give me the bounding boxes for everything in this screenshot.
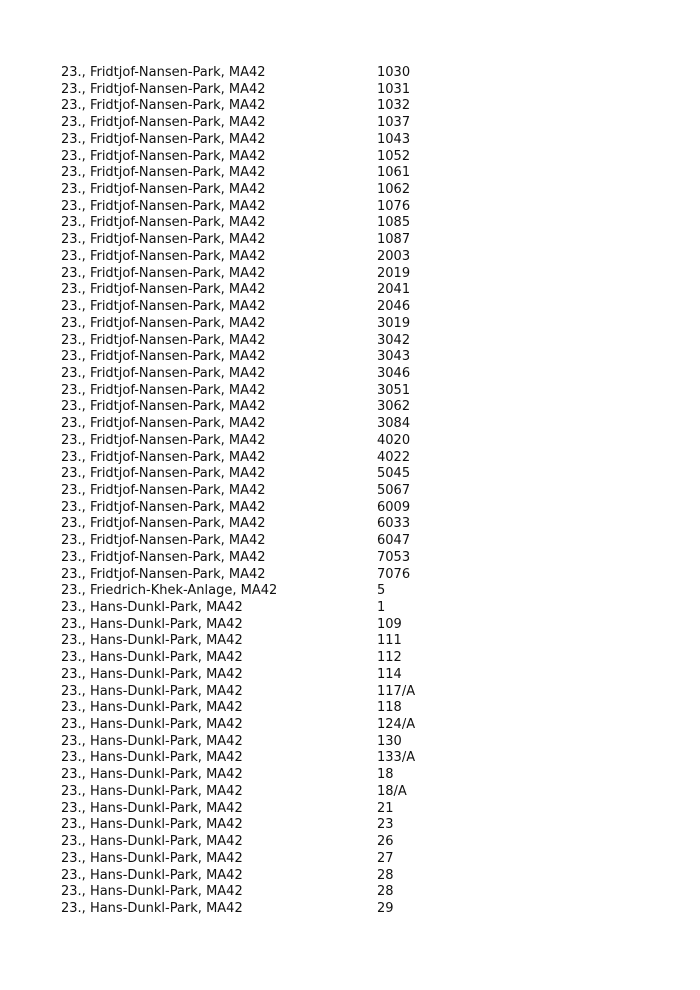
number-cell: 124/A: [377, 717, 416, 733]
location-cell: 23., Fridtjof-Nansen-Park, MA42: [61, 516, 266, 532]
number-cell: 3046: [377, 365, 411, 381]
number-cell: 7076: [377, 566, 411, 582]
table-row: [61, 433, 661, 450]
table-row: [61, 884, 661, 901]
location-cell: 23., Fridtjof-Nansen-Park, MA42: [61, 365, 266, 381]
location-cell: 23., Fridtjof-Nansen-Park, MA42: [61, 165, 266, 181]
location-cell: 23., Fridtjof-Nansen-Park, MA42: [61, 399, 266, 415]
location-cell: 23., Fridtjof-Nansen-Park, MA42: [61, 533, 266, 549]
location-cell: 23., Fridtjof-Nansen-Park, MA42: [61, 215, 266, 231]
table-row: [61, 316, 661, 333]
location-cell: 23., Fridtjof-Nansen-Park, MA42: [61, 115, 266, 131]
table-row: [61, 149, 661, 166]
number-cell: 21: [377, 800, 394, 816]
number-cell: 3051: [377, 382, 411, 398]
location-cell: 23., Hans-Dunkl-Park, MA42: [61, 800, 243, 816]
location-cell: 23., Hans-Dunkl-Park, MA42: [61, 867, 243, 883]
table-row: [61, 567, 661, 584]
number-cell: 18/A: [377, 783, 407, 799]
table-row: [61, 132, 661, 149]
table-row: [61, 817, 661, 834]
table-row: [61, 650, 661, 667]
location-cell: 23., Fridtjof-Nansen-Park, MA42: [61, 198, 266, 214]
number-cell: 23: [377, 817, 394, 833]
location-number-table: [61, 65, 661, 918]
location-cell: 23., Hans-Dunkl-Park, MA42: [61, 783, 243, 799]
number-cell: 5045: [377, 466, 411, 482]
location-cell: 23., Fridtjof-Nansen-Park, MA42: [61, 81, 266, 97]
number-cell: 5: [377, 583, 386, 599]
table-row: [61, 65, 661, 82]
number-cell: 4022: [377, 449, 411, 465]
table-row: [61, 299, 661, 316]
location-cell: 23., Fridtjof-Nansen-Park, MA42: [61, 148, 266, 164]
table-row: [61, 399, 661, 416]
location-cell: 23., Hans-Dunkl-Park, MA42: [61, 750, 243, 766]
number-cell: 118: [377, 700, 402, 716]
number-cell: 2003: [377, 248, 411, 264]
table-row: [61, 767, 661, 784]
number-cell: 1: [377, 600, 386, 615]
table-row: [61, 199, 661, 216]
table-row: [61, 98, 661, 115]
location-cell: 23., Fridtjof-Nansen-Park, MA42: [61, 65, 266, 80]
number-cell: 4020: [377, 432, 411, 448]
number-cell: 1052: [377, 148, 411, 164]
number-cell: 114: [377, 666, 402, 682]
location-cell: 23., Hans-Dunkl-Park, MA42: [61, 600, 243, 615]
number-cell: 2046: [377, 299, 411, 315]
table-row: [61, 667, 661, 684]
number-cell: 3019: [377, 315, 411, 331]
number-cell: 1062: [377, 182, 411, 198]
table-row: [61, 165, 661, 182]
number-cell: 5067: [377, 482, 411, 498]
table-row: [61, 416, 661, 433]
number-cell: 117/A: [377, 683, 416, 699]
number-cell: 3042: [377, 332, 411, 348]
table-row: [61, 583, 661, 600]
table-row: [61, 182, 661, 199]
table-row: [61, 901, 661, 918]
table-row: [61, 282, 661, 299]
number-cell: 1037: [377, 115, 411, 131]
location-cell: 23., Fridtjof-Nansen-Park, MA42: [61, 349, 266, 365]
location-cell: 23., Fridtjof-Nansen-Park, MA42: [61, 499, 266, 515]
location-cell: 23., Hans-Dunkl-Park, MA42: [61, 616, 243, 632]
number-cell: 112: [377, 650, 402, 666]
number-cell: 26: [377, 834, 394, 850]
table-row: [61, 633, 661, 650]
location-cell: 23., Hans-Dunkl-Park, MA42: [61, 700, 243, 716]
number-cell: 18: [377, 767, 394, 783]
number-cell: 27: [377, 850, 394, 866]
location-cell: 23., Hans-Dunkl-Park, MA42: [61, 733, 243, 749]
table-row: [61, 600, 661, 617]
number-cell: 1076: [377, 198, 411, 214]
table-row: [61, 215, 661, 232]
location-cell: 23., Hans-Dunkl-Park, MA42: [61, 817, 243, 833]
table-row: [61, 366, 661, 383]
number-cell: 133/A: [377, 750, 416, 766]
location-cell: 23., Fridtjof-Nansen-Park, MA42: [61, 466, 266, 482]
location-cell: 23., Hans-Dunkl-Park, MA42: [61, 834, 243, 850]
table-row: [61, 115, 661, 132]
location-cell: 23., Fridtjof-Nansen-Park, MA42: [61, 549, 266, 565]
number-cell: 3084: [377, 416, 411, 432]
location-cell: 23., Hans-Dunkl-Park, MA42: [61, 767, 243, 783]
location-cell: 23., Hans-Dunkl-Park, MA42: [61, 683, 243, 699]
number-cell: 111: [377, 633, 402, 649]
number-cell: 28: [377, 867, 394, 883]
number-cell: 1030: [377, 65, 411, 80]
number-cell: 3062: [377, 399, 411, 415]
table-row: [61, 834, 661, 851]
number-cell: 109: [377, 616, 402, 632]
number-cell: 7053: [377, 549, 411, 565]
location-cell: 23., Fridtjof-Nansen-Park, MA42: [61, 232, 266, 248]
location-cell: 23., Fridtjof-Nansen-Park, MA42: [61, 265, 266, 281]
table-row: [61, 700, 661, 717]
location-cell: 23., Fridtjof-Nansen-Park, MA42: [61, 449, 266, 465]
table-row: [61, 266, 661, 283]
table-row: [61, 232, 661, 249]
location-cell: 23., Fridtjof-Nansen-Park, MA42: [61, 315, 266, 331]
table-row: [61, 383, 661, 400]
number-cell: 28: [377, 884, 394, 900]
number-cell: 1043: [377, 131, 411, 147]
location-cell: 23., Fridtjof-Nansen-Park, MA42: [61, 566, 266, 582]
location-cell: 23., Fridtjof-Nansen-Park, MA42: [61, 482, 266, 498]
table-row: [61, 466, 661, 483]
table-row: [61, 734, 661, 751]
table-row: [61, 450, 661, 467]
number-cell: 2019: [377, 265, 411, 281]
table-row: [61, 617, 661, 634]
number-cell: 6033: [377, 516, 411, 532]
number-cell: 29: [377, 900, 394, 916]
number-cell: 6047: [377, 533, 411, 549]
location-cell: 23., Hans-Dunkl-Park, MA42: [61, 650, 243, 666]
table-row: [61, 483, 661, 500]
table-row: [61, 249, 661, 266]
table-row: [61, 851, 661, 868]
location-cell: 23., Hans-Dunkl-Park, MA42: [61, 633, 243, 649]
table-row: [61, 684, 661, 701]
location-cell: 23., Fridtjof-Nansen-Park, MA42: [61, 98, 266, 114]
table-row: [61, 349, 661, 366]
location-cell: 23., Hans-Dunkl-Park, MA42: [61, 850, 243, 866]
number-cell: 1087: [377, 232, 411, 248]
number-cell: 1061: [377, 165, 411, 181]
table-row: [61, 868, 661, 885]
table-row: [61, 82, 661, 99]
table-row: [61, 500, 661, 517]
location-cell: 23., Fridtjof-Nansen-Park, MA42: [61, 332, 266, 348]
table-row: [61, 717, 661, 734]
location-cell: 23., Hans-Dunkl-Park, MA42: [61, 900, 243, 916]
number-cell: 130: [377, 733, 402, 749]
location-cell: 23., Fridtjof-Nansen-Park, MA42: [61, 282, 266, 298]
location-cell: 23., Fridtjof-Nansen-Park, MA42: [61, 131, 266, 147]
table-row: [61, 750, 661, 767]
table-row: [61, 333, 661, 350]
number-cell: 1085: [377, 215, 411, 231]
location-cell: 23., Fridtjof-Nansen-Park, MA42: [61, 248, 266, 264]
location-cell: 23., Fridtjof-Nansen-Park, MA42: [61, 382, 266, 398]
location-cell: 23., Hans-Dunkl-Park, MA42: [61, 666, 243, 682]
table-row: [61, 533, 661, 550]
location-cell: 23., Fridtjof-Nansen-Park, MA42: [61, 299, 266, 315]
table-row: [61, 516, 661, 533]
location-cell: 23., Hans-Dunkl-Park, MA42: [61, 717, 243, 733]
table-row: [61, 801, 661, 818]
table-row: [61, 784, 661, 801]
location-cell: 23., Fridtjof-Nansen-Park, MA42: [61, 182, 266, 198]
number-cell: 3043: [377, 349, 411, 365]
location-cell: 23., Fridtjof-Nansen-Park, MA42: [61, 432, 266, 448]
location-cell: 23., Hans-Dunkl-Park, MA42: [61, 884, 243, 900]
table-row: [61, 550, 661, 567]
number-cell: 1032: [377, 98, 411, 114]
location-cell: 23., Friedrich-Khek-Anlage, MA42: [61, 583, 278, 599]
number-cell: 2041: [377, 282, 411, 298]
number-cell: 1031: [377, 81, 411, 97]
location-cell: 23., Fridtjof-Nansen-Park, MA42: [61, 416, 266, 432]
number-cell: 6009: [377, 499, 411, 515]
